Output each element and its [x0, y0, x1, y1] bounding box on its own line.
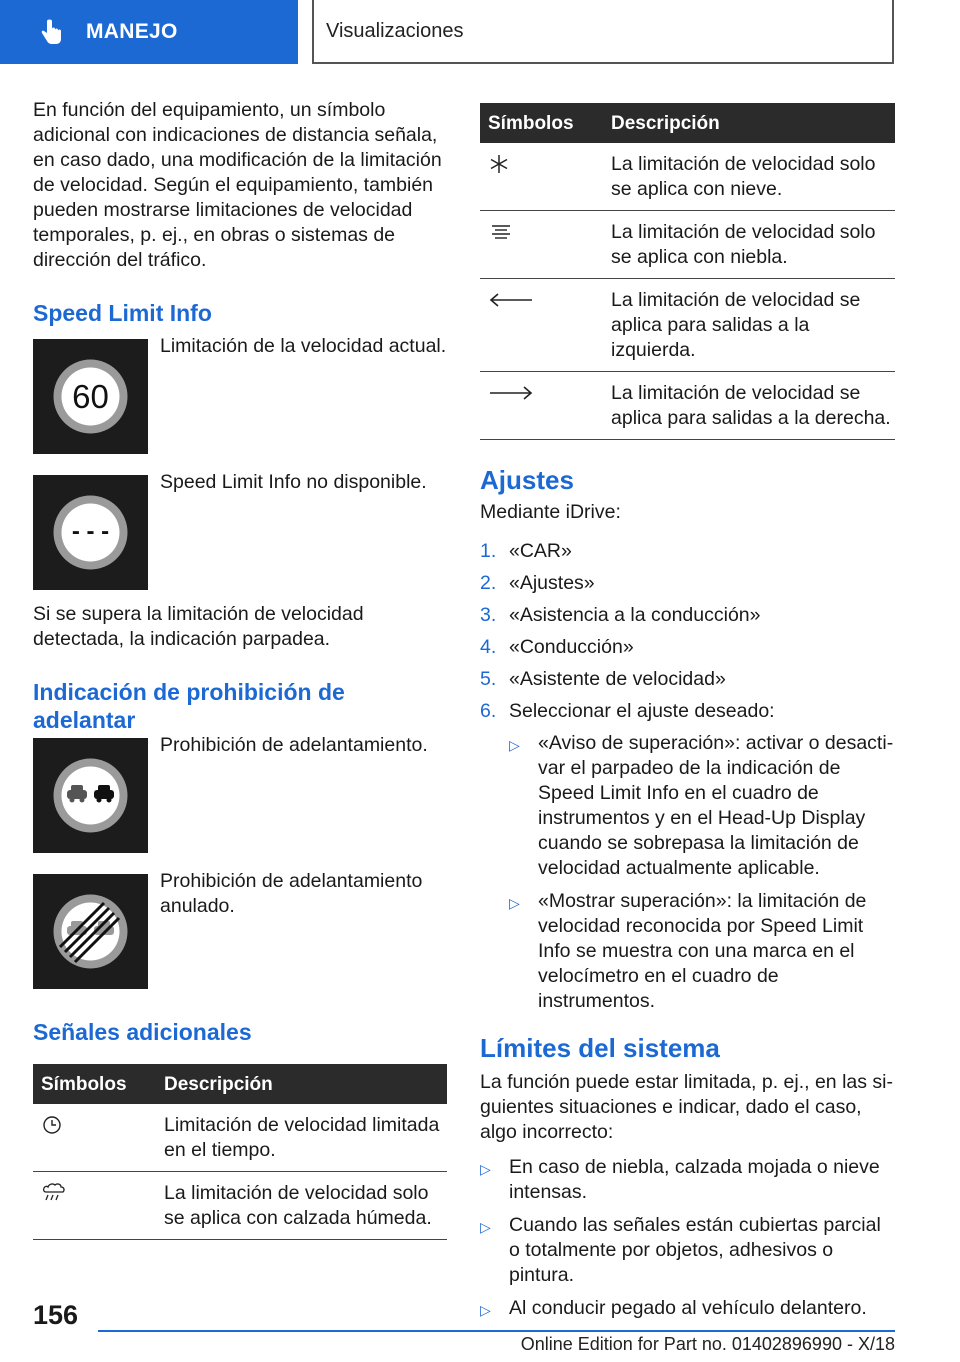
row-description: La limitación de velocidad solo se aplica con nieve.: [603, 143, 895, 211]
svg-text:60: 60: [72, 378, 109, 415]
unavailable-sign-image: [33, 475, 148, 590]
list-item: ▷ «Mostrar superación»: la limitación de velocidad reconocida por Speed Limit Info se muestra con una marca en el velocímetro en el cuadro de instrumentos.: [509, 890, 867, 1012]
table-header-row: [33, 1064, 447, 1104]
list-item: ▷ En caso de niebla, calzada mojada o nieve intensas.: [480, 1156, 880, 1203]
unavailable-sign-description: Speed Limit Info no disponible.: [160, 471, 427, 493]
hand-pointer-icon: [38, 19, 64, 45]
no-overtaking-description: Prohibición de adelantamiento.: [160, 734, 428, 756]
additional-signs-heading: Señales adicionales: [33, 1019, 252, 1045]
table-row: [33, 1172, 447, 1240]
symbols-table: [480, 103, 895, 440]
settings-heading: Ajustes: [480, 465, 574, 495]
system-limits-heading: Límites del sistema: [480, 1033, 720, 1063]
system-limits-intro: La función puede estar limitada, p. ej., en las siguientes situaciones e indicar, dado el caso, algo incorrecto:: [480, 1071, 893, 1143]
snowflake-icon: [488, 153, 510, 175]
svg-text:- - -: - - -: [71, 518, 110, 545]
clock-icon: [41, 1114, 63, 1136]
triangle-bullet-icon: ▷: [480, 1161, 491, 1177]
table-row: [33, 1104, 447, 1172]
settings-options: [509, 731, 895, 1014]
symbols-column-header: Símbolos: [33, 1064, 156, 1104]
speed-sign-description: Limitación de la velocidad actual.: [160, 335, 447, 357]
list-item: 2. «Ajustes»: [480, 572, 595, 594]
right-column: [480, 103, 895, 1331]
footer-divider: [98, 1330, 895, 1332]
row-description: La limitación de velocidad solo se aplica con niebla.: [603, 211, 895, 279]
row-description: La limitación de velocidad se aplica para salidas a la derecha.: [603, 372, 895, 440]
table-row: [480, 372, 895, 440]
table-header-row: [480, 103, 895, 143]
triangle-bullet-icon: ▷: [509, 737, 520, 753]
description-column-header: Descripción: [603, 103, 895, 143]
list-item: 5. «Asistente de velocidad»: [480, 668, 726, 690]
page-number: 156: [33, 1300, 79, 1330]
section-tab[interactable]: [0, 0, 298, 64]
triangle-bullet-icon: ▷: [480, 1302, 491, 1318]
exceed-note: Si se supera la limitación de velocidad detectada, la indicación parpadea.: [33, 603, 364, 650]
triangle-bullet-icon: ▷: [509, 895, 520, 911]
no-overtaking-icon: [33, 738, 148, 853]
table-row: [480, 143, 895, 211]
settings-intro: Mediante iDrive:: [480, 501, 621, 523]
fog-icon: [488, 221, 514, 243]
list-item: 3. «Asistencia a la conducción»: [480, 604, 761, 626]
no-overtaking-heading: Indicación de prohibición de adelantar: [33, 679, 345, 733]
no-overtaking-end-row: [33, 870, 447, 989]
row-description: La limitación de velocidad se aplica para salidas a la izquierda.: [603, 279, 895, 372]
left-column: [33, 98, 447, 1240]
section-label: MANEJO: [86, 20, 178, 43]
additional-signs-table: [33, 1064, 447, 1240]
speed-limit-info-heading: Speed Limit Info: [33, 300, 212, 326]
speed-limit-60-icon: [33, 339, 148, 454]
row-description: Limitación de velocidad limitada en el tiempo.: [156, 1104, 447, 1172]
no-overtaking-end-sign-image: [33, 874, 148, 989]
list-item: 1. «CAR»: [480, 540, 572, 562]
speed-sign-row: [33, 335, 447, 454]
list-item: ▷ «Aviso de superación»: activar o desactivar el parpadeo de la indicación de Speed Limit Info en el cuadro de instrumentos y en el Head-Up Display cuando se sobrepasa la limitación de velocidad actualmente aplicable.: [509, 732, 894, 879]
list-item: ▷ Cuando las señales están cubiertas parcial o totalmente por objetos, adhesivos o pintura.: [480, 1214, 881, 1286]
rain-icon: [41, 1182, 67, 1204]
list-item: ▷ Al conducir pegado al vehículo delantero.: [480, 1296, 895, 1323]
arrow-left-icon: [488, 289, 534, 311]
no-overtaking-row: [33, 734, 447, 853]
list-item: 4. «Conducción»: [480, 636, 634, 658]
intro-paragraph: En función del equipamiento, un símbolo adicional con indicaciones de distancia señala, en caso dado, una modificación de la limitación de velocidad. Según el equipamiento, también pueden mostrarse limitaciones de velocidad temporales, p. ej., en obras o sistemas de dirección del tráfico.: [33, 99, 442, 271]
settings-steps: [480, 539, 895, 724]
symbols-column-header: Símbolos: [480, 103, 603, 143]
no-overtaking-end-icon: [33, 874, 148, 989]
list-item: 6. Seleccionar el ajuste deseado:: [480, 700, 775, 722]
row-description: La limitación de velocidad solo se aplica con calzada húmeda.: [156, 1172, 447, 1240]
speed-limit-sign-image: [33, 339, 148, 454]
edition-text: Online Edition for Part no. 01402896990 - X/18: [520, 1334, 895, 1354]
arrow-right-icon: [488, 382, 534, 404]
breadcrumb: [312, 0, 894, 64]
breadcrumb-label: Visualizaciones: [326, 19, 464, 42]
no-overtaking-sign-image: [33, 738, 148, 853]
triangle-bullet-icon: ▷: [480, 1219, 491, 1235]
speed-limit-unavailable-icon: [33, 475, 148, 590]
system-limits-list: [480, 1155, 895, 1323]
unavailable-sign-row: [33, 471, 447, 590]
description-column-header: Descripción: [156, 1064, 447, 1104]
no-overtaking-end-description: Prohibición de adelantamiento anulado.: [160, 870, 423, 917]
table-row: [480, 211, 895, 279]
table-row: [480, 279, 895, 372]
